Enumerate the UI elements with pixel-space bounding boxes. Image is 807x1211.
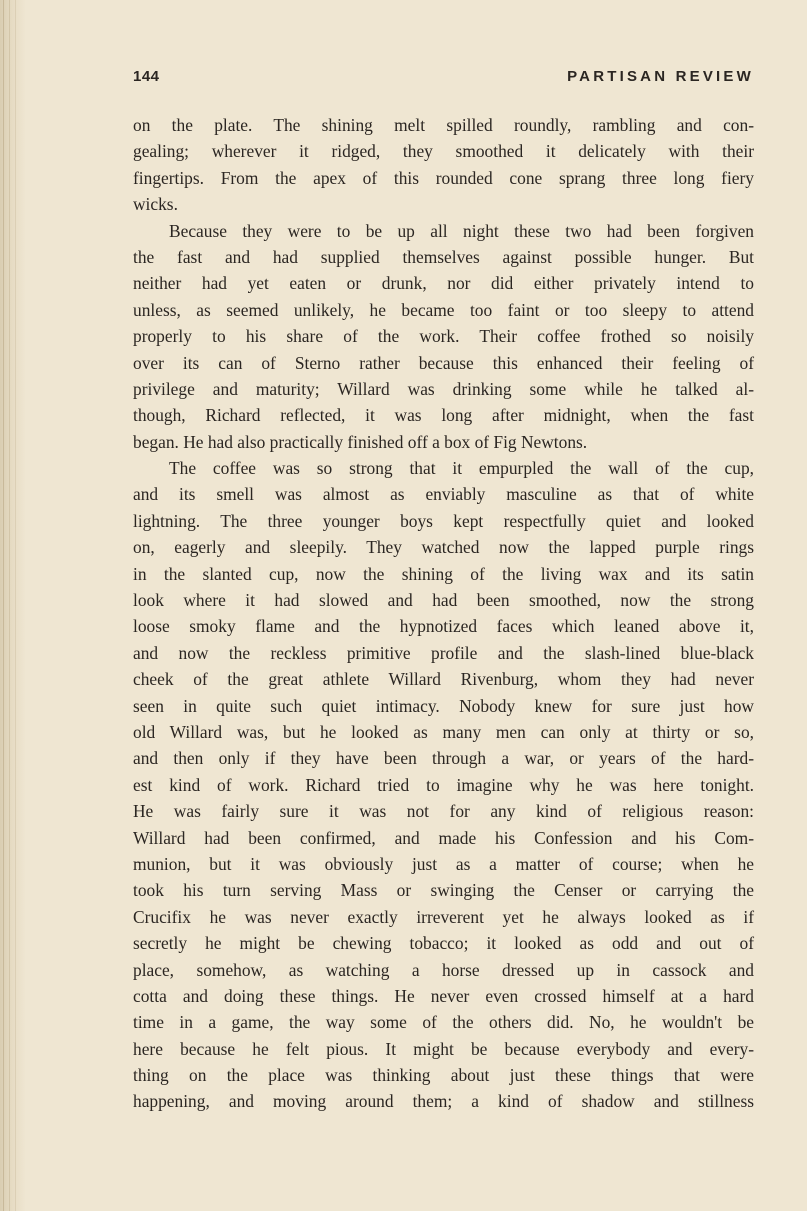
body-text (133, 112, 754, 1115)
text-line: on the plate. The shining melt spilled roundly, rambling and con- (133, 115, 754, 135)
text-line: began. He had also practically finished off a box of Fig Newtons. (133, 431, 588, 452)
text-line: The coffee was so strong that it empurpled the wall of the cup, (169, 458, 754, 479)
text-line: and now the reckless primitive profile and the slash-lined blue-black (133, 642, 754, 663)
text-line: in the slanted cup, now the shining of the living wax and its satin (133, 563, 754, 584)
text-line: look where it had slowed and had been smoothed, now the strong (133, 590, 754, 611)
text-line: secretly he might be chewing tobacco; it looked as odd and out of (133, 933, 754, 954)
text-line: lightning. The three younger boys kept respectfully quiet and looked (133, 510, 754, 531)
text-line: thing on the place was thinking about just these things that were (133, 1065, 754, 1086)
page-number: 144 (133, 68, 160, 85)
gutter-line (9, 0, 10, 1211)
text-line: neither had yet eaten or drunk, nor did either privately intend to (133, 273, 754, 294)
page-header (133, 68, 754, 88)
text-line: loose smoky flame and the hypnotized faces which leaned above it, (133, 616, 754, 637)
text-line: and its smell was almost as enviably masculine as that of white (133, 484, 754, 505)
text-line: Because they were to be up all night these two had been forgiven (169, 220, 754, 241)
text-line: Willard had been confirmed, and made his Confession and his Com- (133, 827, 754, 848)
text-line: time in a game, the way some of the others did. No, he wouldn't be (133, 1012, 754, 1033)
text-line: on, eagerly and sleepily. They watched now the lapped purple rings (133, 537, 754, 558)
text-line: gealing; wherever it ridged, they smoothed it delicately with their (133, 141, 754, 162)
text-line: and then only if they have been through a war, or years of the hard- (133, 748, 754, 769)
binding-gutter (0, 0, 26, 1211)
text-line: unless, as seemed unlikely, he became too faint or too sleepy to attend (133, 299, 754, 320)
text-line: here because he felt pious. It might be because everybody and every- (133, 1038, 754, 1059)
text-line: Crucifix he was never exactly irreverent yet he always looked as if (133, 906, 754, 927)
text-line: seen in quite such quiet intimacy. Nobody knew for sure just how (133, 695, 754, 716)
text-line: fingertips. From the apex of this rounded cone sprang three long fiery (133, 167, 754, 188)
text-line: est kind of work. Richard tried to imagine why he was here tonight. (133, 774, 754, 795)
text-line: privilege and maturity; Willard was drinking some while he talked al- (133, 378, 754, 399)
text-line: took his turn serving Mass or swinging the Censer or carrying the (133, 880, 754, 901)
text-line: place, somehow, as watching a horse dressed up in cassock and (133, 959, 754, 980)
text-line: wicks. (133, 194, 178, 215)
text-line: cheek of the great athlete Willard Rivenburg, whom they had never (133, 669, 754, 690)
text-line: He was fairly sure it was not for any kind of religious reason: (133, 801, 754, 822)
text-line: happening, and moving around them; a kind of shadow and stillness (133, 1091, 754, 1112)
text-line: though, Richard reflected, it was long after midnight, when the fast (133, 405, 754, 426)
text-line: properly to his share of the work. Their coffee frothed so noisily (133, 326, 754, 347)
book-page (133, 0, 754, 1211)
text-line: cotta and doing these things. He never even crossed himself at a hard (133, 985, 754, 1006)
running-head: PARTISAN REVIEW (567, 68, 754, 85)
text-line: old Willard was, but he looked as many men can only at thirty or so, (133, 721, 754, 742)
text-line: the fast and had supplied themselves against possible hunger. But (133, 246, 754, 267)
gutter-line (3, 0, 4, 1211)
gutter-line (15, 0, 16, 1211)
text-line: over its can of Sterno rather because this enhanced their feeling of (133, 352, 754, 373)
text-line: munion, but it was obviously just as a matter of course; when he (133, 853, 754, 874)
